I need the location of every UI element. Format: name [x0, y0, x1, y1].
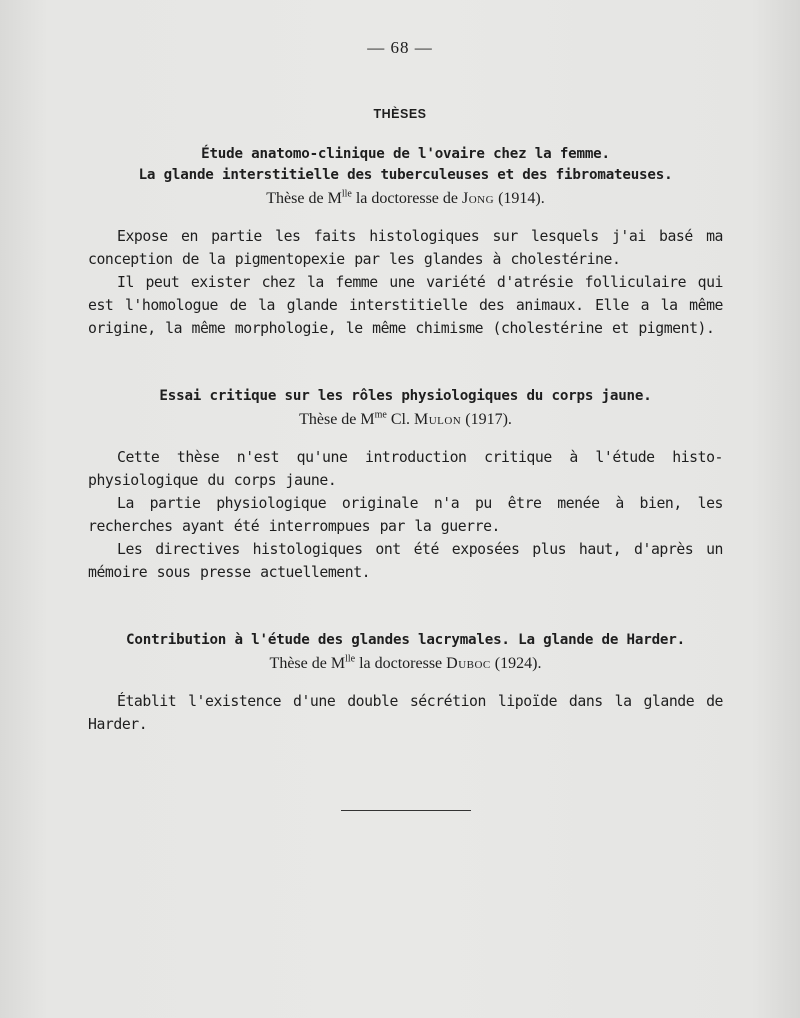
entry-body [88, 690, 723, 736]
entry-title-line-2: La glande interstitielle des tuberculeuses et des fibromateuses. [138, 167, 673, 183]
paragraph: Cette thèse n'est qu'une introduction critique à l'étude histo-physiologique du corps jaune. [88, 449, 723, 489]
entry-author [88, 409, 723, 431]
paragraph: La partie physiologique originale n'a pu être menée à bien, les recherches ayant été interrompues par la guerre. [88, 495, 723, 535]
paragraph: Établit l'existence d'une double sécrétion lipoïde dans la glande de Harder. [88, 693, 723, 733]
author-prefix: Thèse de M [299, 411, 375, 428]
entry-author [88, 188, 723, 210]
author-title-sup: me [374, 409, 387, 421]
author-name: Mulon [413, 411, 462, 428]
entry-author [88, 653, 723, 675]
author-prefix: Thèse de M [269, 655, 346, 672]
page-number: — 68 — [367, 38, 433, 57]
entry-title-line-1: Contribution à l'étude des glandes lacrymales. La glande de Harder. [126, 632, 685, 648]
section-title: THÈSES [373, 107, 427, 121]
thesis-entry-jong [88, 144, 723, 340]
author-year: (1917). [461, 411, 512, 428]
entry-body [88, 446, 723, 584]
author-middle: la doctoresse de [351, 190, 462, 207]
author-title-sup: lle [345, 653, 356, 665]
paragraph: Il peut exister chez la femme une variété d'atrésie folliculaire qui est l'homologue de la glande interstitielle des animaux. Elle a la même origine, la même morphologie, le même chimisme (cholestérine et pigment). [88, 274, 723, 337]
paragraph: Expose en partie les faits histologiques sur lesquels j'ai basé ma conception de la pigmentopexie par les glandes à cholestérine. [88, 228, 723, 268]
author-middle: Cl. [386, 411, 414, 428]
entry-title-line-1: Étude anatomo-clinique de l'ovaire chez la femme. [201, 146, 610, 162]
entry-body [88, 225, 723, 340]
author-middle: la doctoresse [355, 655, 447, 672]
thesis-entry-mulon [88, 386, 723, 584]
author-year: (1914). [494, 190, 545, 207]
author-year: (1924). [490, 655, 542, 672]
entry-title-line-1: Essai critique sur les rôles physiologiques du corps jaune. [159, 388, 652, 404]
thesis-entry-duboc [88, 630, 723, 736]
author-name: Duboc [446, 655, 491, 672]
author-name: Jong [462, 190, 495, 207]
author-prefix: Thèse de M [266, 190, 342, 207]
author-title-sup: lle [341, 188, 352, 200]
paragraph: Les directives histologiques ont été exposées plus haut, d'après un mémoire sous presse actuellement. [88, 541, 723, 581]
end-rule [341, 810, 471, 811]
